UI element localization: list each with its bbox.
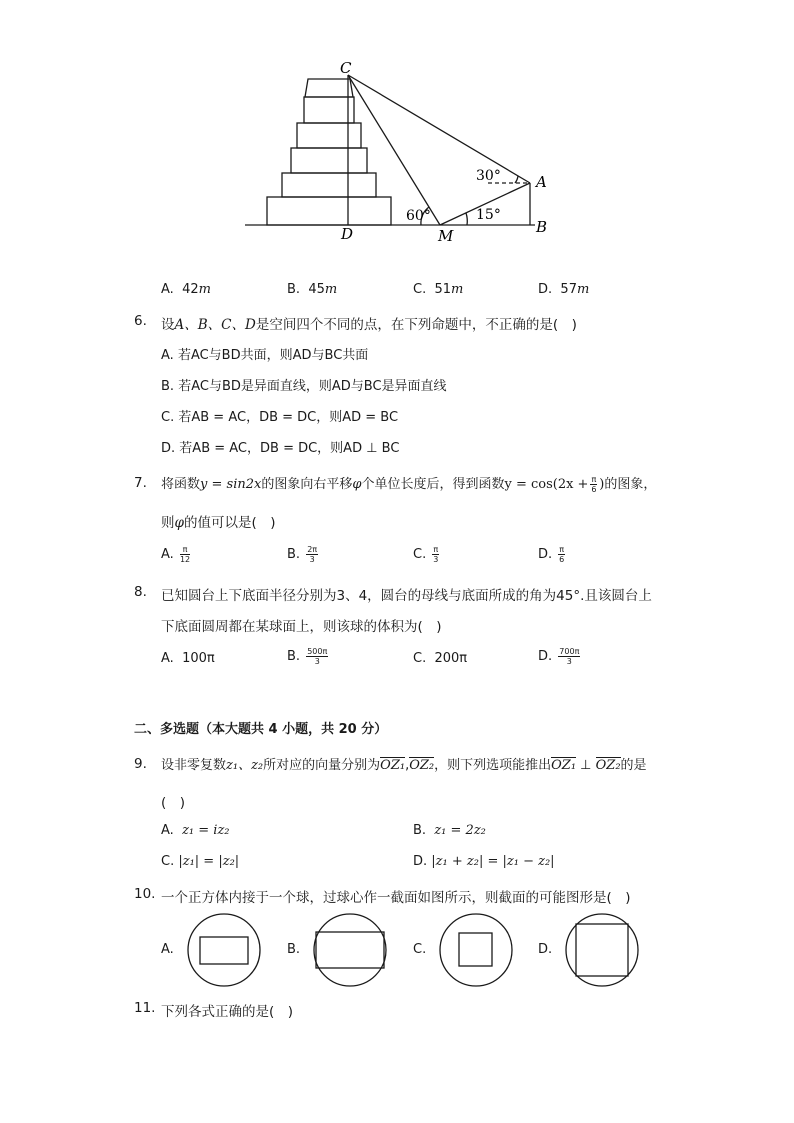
q11-number: 11.	[134, 1000, 156, 1016]
q8-stem-line1: 已知圆台上下底面半径分别为3、4，圆台的母线与底面所成的角为45°.且该圆台上	[161, 588, 652, 604]
q6-stem: 设A、B、C、D是空间四个不同的点，在下列命题中，不正确的是( )	[161, 317, 577, 333]
angle-15: 15°	[476, 207, 501, 223]
q10-stem: 一个正方体内接于一个球，过球心作一截面如图所示，则截面的可能图形是( )	[161, 890, 631, 906]
tower-figure	[240, 55, 570, 250]
q7-option-d: D. $\frac{\pi}{6}$	[538, 545, 565, 564]
q8-option-d: D. $\frac{700\pi}{3}$	[538, 647, 580, 666]
q9-number: 9.	[134, 756, 147, 772]
q9-option-b: B. z₁ = 2z₂	[413, 823, 486, 838]
q6-option-d: D. 若AB = AC，DB = DC，则AD ⊥ BC	[161, 441, 400, 456]
q8-option-c: C. 200π	[413, 651, 468, 666]
q9-stem-line2: ( )	[161, 795, 186, 811]
q6-option-c: C. 若AB = AC，DB = DC，则AD = BC	[161, 410, 399, 425]
q6-option-b: B. 若AC与BD是异面直线，则AD与BC是异面直线	[161, 379, 447, 394]
q10-option-b-figure	[310, 912, 390, 988]
q7-stem-line2: 则φ的值可以是( )	[161, 515, 276, 531]
q8-option-a: A. 100π	[161, 651, 215, 666]
q10-option-b-label: B.	[287, 942, 301, 957]
q9-option-a: A. z₁ = iz₂	[161, 823, 230, 838]
q10-option-d-label: D.	[538, 942, 553, 957]
q5-option-d: D. 57m	[538, 282, 590, 297]
q7-number: 7.	[134, 475, 147, 491]
q9-option-d: D. |z₁ + z₂| = |z₁ − z₂|	[413, 854, 555, 869]
q5-option-b: B. 45m	[287, 282, 338, 297]
q10-option-a-label: A.	[161, 942, 174, 957]
q7-option-a: A. $\frac{\pi}{12}$	[161, 545, 191, 564]
label-a: A	[536, 173, 547, 191]
q5-option-c: C. 51m	[413, 282, 464, 297]
q10-number: 10.	[134, 886, 156, 902]
q8-stem-line2: 下底面圆周都在某球面上，则该球的体积为( )	[161, 619, 442, 635]
angle-30: 30°	[476, 168, 501, 184]
q10-option-c-figure	[436, 912, 516, 988]
q10-option-c-label: C.	[413, 942, 427, 957]
q8-number: 8.	[134, 584, 147, 600]
q6-number: 6.	[134, 313, 147, 329]
q8-option-b: B. $\frac{500\pi}{3}$	[287, 647, 328, 666]
q9-option-c: C. |z₁| = |z₂|	[161, 854, 240, 869]
q10-option-d-figure	[562, 912, 642, 988]
angle-60: 60°	[406, 208, 431, 224]
section-title: 二、多选题（本大题共 4 小题，共 20 分）	[134, 722, 388, 737]
q9-stem-line1: 设非零复数z₁、z₂所对应的向量分别为OZ₁,OZ₂，则下列选项能推出OZ₁ ⊥ OZ₂的是	[161, 758, 647, 773]
label-c: C	[340, 59, 352, 77]
q7-option-c: C. $\frac{\pi}{3}$	[413, 545, 439, 564]
q11-stem: 下列各式正确的是( )	[161, 1004, 294, 1020]
q10-option-a-figure	[184, 912, 264, 988]
q7-stem-line1: 将函数y = sin2x的图象向右平移φ个单位长度后，得到函数y = cos(2x + $\frac{\pi}{6}$ )的图象，	[161, 475, 657, 494]
q5-option-a: A. 42m	[161, 282, 211, 297]
q7-option-b: B. $\frac{2\pi}{3}$	[287, 545, 318, 564]
label-d: D	[341, 225, 354, 243]
label-b: B	[536, 218, 548, 236]
q6-option-a: A. 若AC与BD共面，则AD与BC共面	[161, 348, 369, 363]
label-m: M	[438, 227, 454, 245]
